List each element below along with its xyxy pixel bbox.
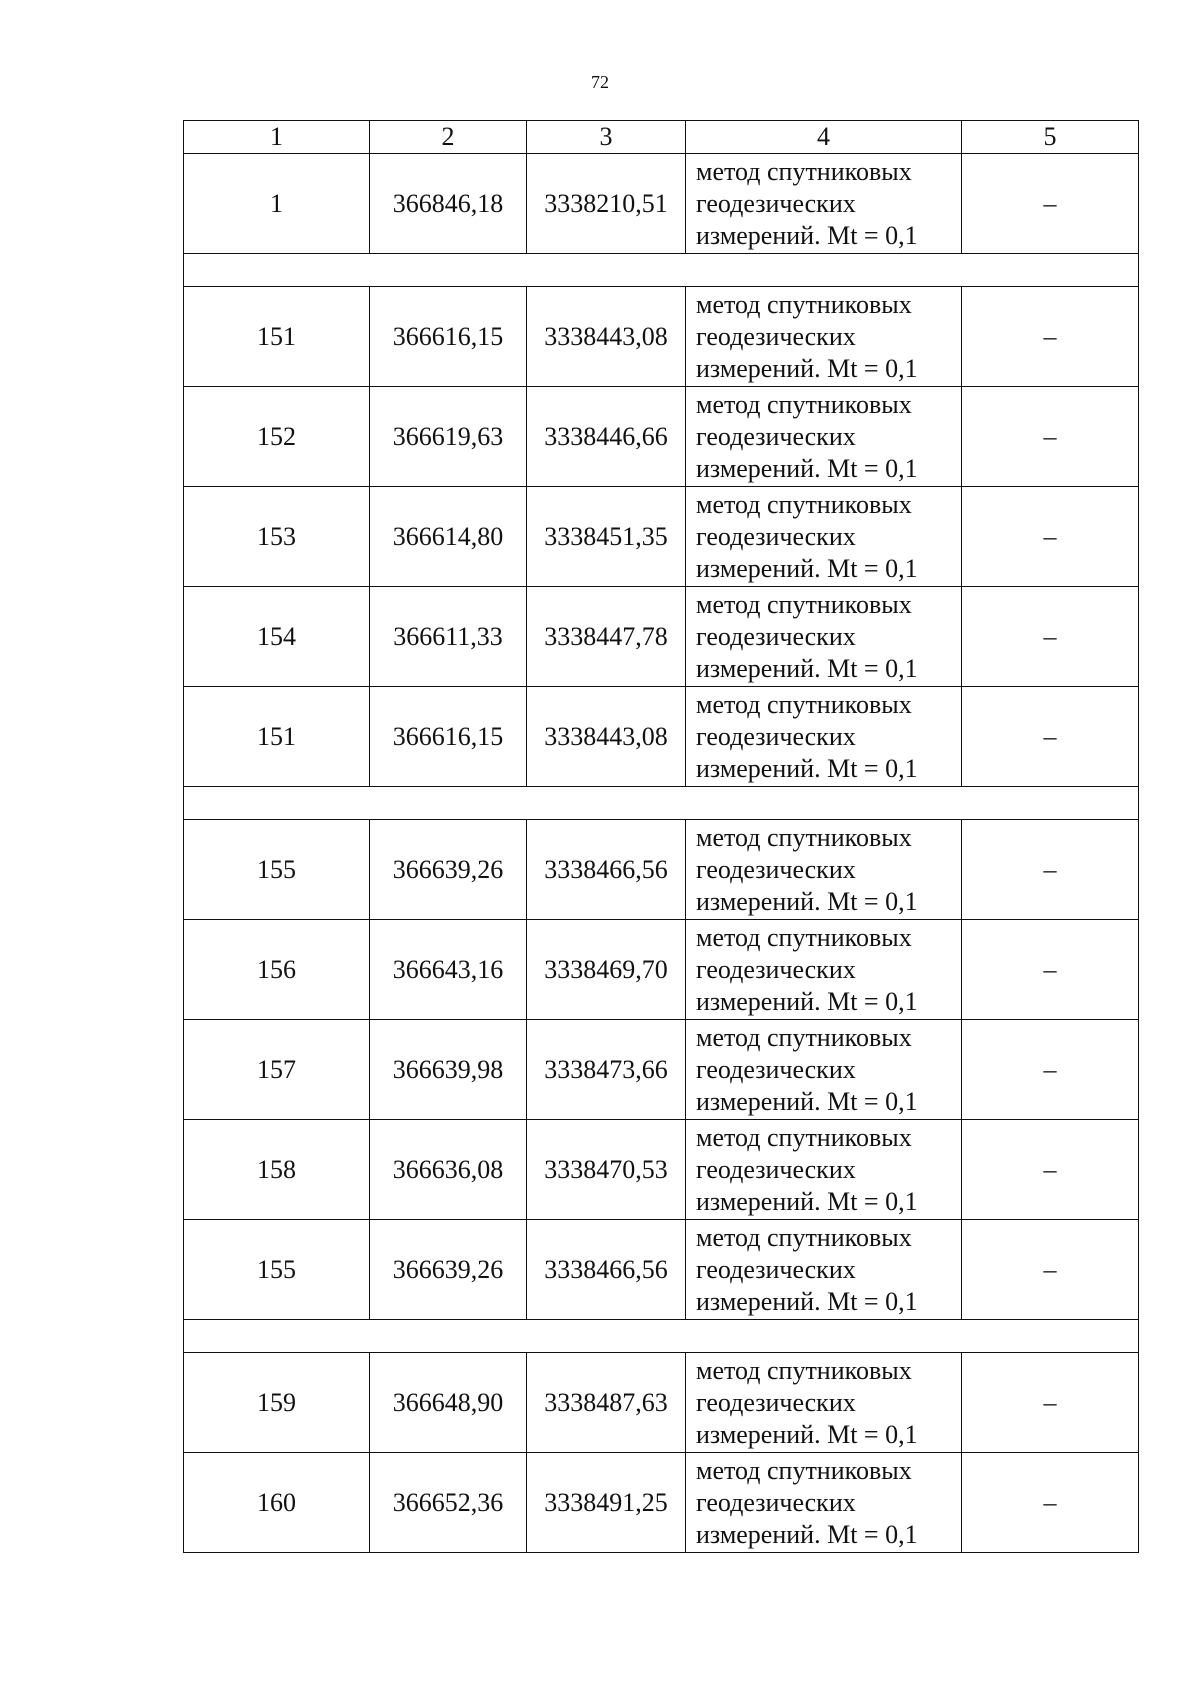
x-coordinate-cell: 366639,26 xyxy=(370,1220,527,1320)
method-text-line: геодезических xyxy=(696,621,856,651)
note-cell: – xyxy=(962,820,1139,920)
group-separator-cell xyxy=(184,787,1139,820)
method-text-line: геодезических xyxy=(696,188,856,218)
method-cell xyxy=(686,820,962,920)
table-row xyxy=(184,1220,1139,1320)
method-text-line: геодезических xyxy=(696,1487,856,1517)
note-cell: – xyxy=(962,1353,1139,1453)
method-cell xyxy=(686,1220,962,1320)
note-cell: – xyxy=(962,1020,1139,1120)
method-text-line: геодезических xyxy=(696,521,856,551)
y-coordinate-cell: 3338447,78 xyxy=(527,587,686,687)
table-row xyxy=(184,687,1139,787)
x-coordinate-cell: 366652,36 xyxy=(370,1453,527,1553)
method-text-line: метод спутниковых xyxy=(696,1022,912,1052)
note-cell: – xyxy=(962,387,1139,487)
header-cell-4: 4 xyxy=(686,121,962,154)
method-cell xyxy=(686,487,962,587)
method-text-line: измерений. Mt = 0,1 xyxy=(696,1419,918,1449)
method-cell xyxy=(686,287,962,387)
method-text-line: метод спутниковых xyxy=(696,922,912,952)
y-coordinate-cell: 3338451,35 xyxy=(527,487,686,587)
point-number-cell: 155 xyxy=(184,820,370,920)
note-cell: – xyxy=(962,920,1139,1020)
method-text-line: метод спутниковых xyxy=(696,1222,912,1252)
point-number-cell: 157 xyxy=(184,1020,370,1120)
point-number-cell: 155 xyxy=(184,1220,370,1320)
table-row xyxy=(184,154,1139,254)
method-text-line: метод спутниковых xyxy=(696,489,912,519)
point-number-cell: 160 xyxy=(184,1453,370,1553)
method-text-line: измерений. Mt = 0,1 xyxy=(696,453,918,483)
group-separator-cell xyxy=(184,254,1139,287)
method-text-line: геодезических xyxy=(696,1054,856,1084)
method-text-line: метод спутниковых xyxy=(696,822,912,852)
x-coordinate-cell: 366648,90 xyxy=(370,1353,527,1453)
table-header-row xyxy=(184,121,1139,154)
y-coordinate-cell: 3338473,66 xyxy=(527,1020,686,1120)
method-text-line: измерений. Mt = 0,1 xyxy=(696,753,918,783)
table-row xyxy=(184,387,1139,487)
note-cell: – xyxy=(962,1120,1139,1220)
point-number-cell: 158 xyxy=(184,1120,370,1220)
header-cell-3: 3 xyxy=(527,121,686,154)
header-cell-5: 5 xyxy=(962,121,1139,154)
method-cell xyxy=(686,687,962,787)
table-row xyxy=(184,1353,1139,1453)
table-row xyxy=(184,487,1139,587)
note-cell: – xyxy=(962,1453,1139,1553)
note-cell: – xyxy=(962,287,1139,387)
y-coordinate-cell: 3338466,56 xyxy=(527,820,686,920)
method-text-line: метод спутниковых xyxy=(696,389,912,419)
header-cell-2: 2 xyxy=(370,121,527,154)
x-coordinate-cell: 366616,15 xyxy=(370,287,527,387)
table-row xyxy=(184,820,1139,920)
method-text-line: метод спутниковых xyxy=(696,1355,912,1385)
point-number-cell: 159 xyxy=(184,1353,370,1453)
table-row xyxy=(184,1453,1139,1553)
method-cell xyxy=(686,154,962,254)
point-number-cell: 152 xyxy=(184,387,370,487)
table-row xyxy=(184,287,1139,387)
method-text-line: метод спутниковых xyxy=(696,289,912,319)
method-text-line: измерений. Mt = 0,1 xyxy=(696,986,918,1016)
method-text-line: метод спутниковых xyxy=(696,589,912,619)
point-number-cell: 153 xyxy=(184,487,370,587)
y-coordinate-cell: 3338469,70 xyxy=(527,920,686,1020)
y-coordinate-cell: 3338491,25 xyxy=(527,1453,686,1553)
method-text-line: метод спутниковых xyxy=(696,1122,912,1152)
table-row xyxy=(184,587,1139,687)
x-coordinate-cell: 366619,63 xyxy=(370,387,527,487)
method-text-line: геодезических xyxy=(696,854,856,884)
method-text-line: метод спутниковых xyxy=(696,156,912,186)
method-text-line: измерений. Mt = 0,1 xyxy=(696,353,918,383)
y-coordinate-cell: 3338466,56 xyxy=(527,1220,686,1320)
method-text-line: геодезических xyxy=(696,1387,856,1417)
y-coordinate-cell: 3338470,53 xyxy=(527,1120,686,1220)
method-text-line: измерений. Mt = 0,1 xyxy=(696,1286,918,1316)
x-coordinate-cell: 366611,33 xyxy=(370,587,527,687)
method-cell xyxy=(686,920,962,1020)
group-separator-row xyxy=(184,787,1139,820)
note-cell: – xyxy=(962,1220,1139,1320)
point-number-cell: 151 xyxy=(184,687,370,787)
coordinates-table xyxy=(183,120,1139,1553)
table-row xyxy=(184,1120,1139,1220)
note-cell: – xyxy=(962,587,1139,687)
method-text-line: измерений. Mt = 0,1 xyxy=(696,886,918,916)
method-text-line: метод спутниковых xyxy=(696,689,912,719)
method-text-line: измерений. Mt = 0,1 xyxy=(696,553,918,583)
page-number: 72 xyxy=(591,72,609,92)
y-coordinate-cell: 3338446,66 xyxy=(527,387,686,487)
note-cell: – xyxy=(962,154,1139,254)
x-coordinate-cell: 366639,98 xyxy=(370,1020,527,1120)
method-text-line: измерений. Mt = 0,1 xyxy=(696,1186,918,1216)
method-cell xyxy=(686,587,962,687)
y-coordinate-cell: 3338443,08 xyxy=(527,287,686,387)
method-cell xyxy=(686,1120,962,1220)
method-text-line: геодезических xyxy=(696,421,856,451)
point-number-cell: 154 xyxy=(184,587,370,687)
method-text-line: геодезических xyxy=(696,721,856,751)
method-text-line: измерений. Mt = 0,1 xyxy=(696,220,918,250)
method-text-line: измерений. Mt = 0,1 xyxy=(696,653,918,683)
y-coordinate-cell: 3338210,51 xyxy=(527,154,686,254)
method-text-line: геодезических xyxy=(696,1154,856,1184)
x-coordinate-cell: 366639,26 xyxy=(370,820,527,920)
point-number-cell: 156 xyxy=(184,920,370,1020)
table-body xyxy=(184,121,1139,1553)
point-number-cell: 1 xyxy=(184,154,370,254)
x-coordinate-cell: 366643,16 xyxy=(370,920,527,1020)
table-row xyxy=(184,920,1139,1020)
method-text-line: метод спутниковых xyxy=(696,1455,912,1485)
y-coordinate-cell: 3338443,08 xyxy=(527,687,686,787)
x-coordinate-cell: 366616,15 xyxy=(370,687,527,787)
x-coordinate-cell: 366614,80 xyxy=(370,487,527,587)
x-coordinate-cell: 366846,18 xyxy=(370,154,527,254)
method-cell xyxy=(686,1353,962,1453)
group-separator-row xyxy=(184,254,1139,287)
y-coordinate-cell: 3338487,63 xyxy=(527,1353,686,1453)
note-cell: – xyxy=(962,687,1139,787)
method-cell xyxy=(686,1453,962,1553)
method-cell xyxy=(686,387,962,487)
point-number-cell: 151 xyxy=(184,287,370,387)
header-cell-1: 1 xyxy=(184,121,370,154)
method-text-line: геодезических xyxy=(696,1254,856,1284)
x-coordinate-cell: 366636,08 xyxy=(370,1120,527,1220)
method-cell xyxy=(686,1020,962,1120)
method-text-line: измерений. Mt = 0,1 xyxy=(696,1519,918,1549)
method-text-line: измерений. Mt = 0,1 xyxy=(696,1086,918,1116)
group-separator-cell xyxy=(184,1320,1139,1353)
table-row xyxy=(184,1020,1139,1120)
group-separator-row xyxy=(184,1320,1139,1353)
method-text-line: геодезических xyxy=(696,954,856,984)
method-text-line: геодезических xyxy=(696,321,856,351)
note-cell: – xyxy=(962,487,1139,587)
